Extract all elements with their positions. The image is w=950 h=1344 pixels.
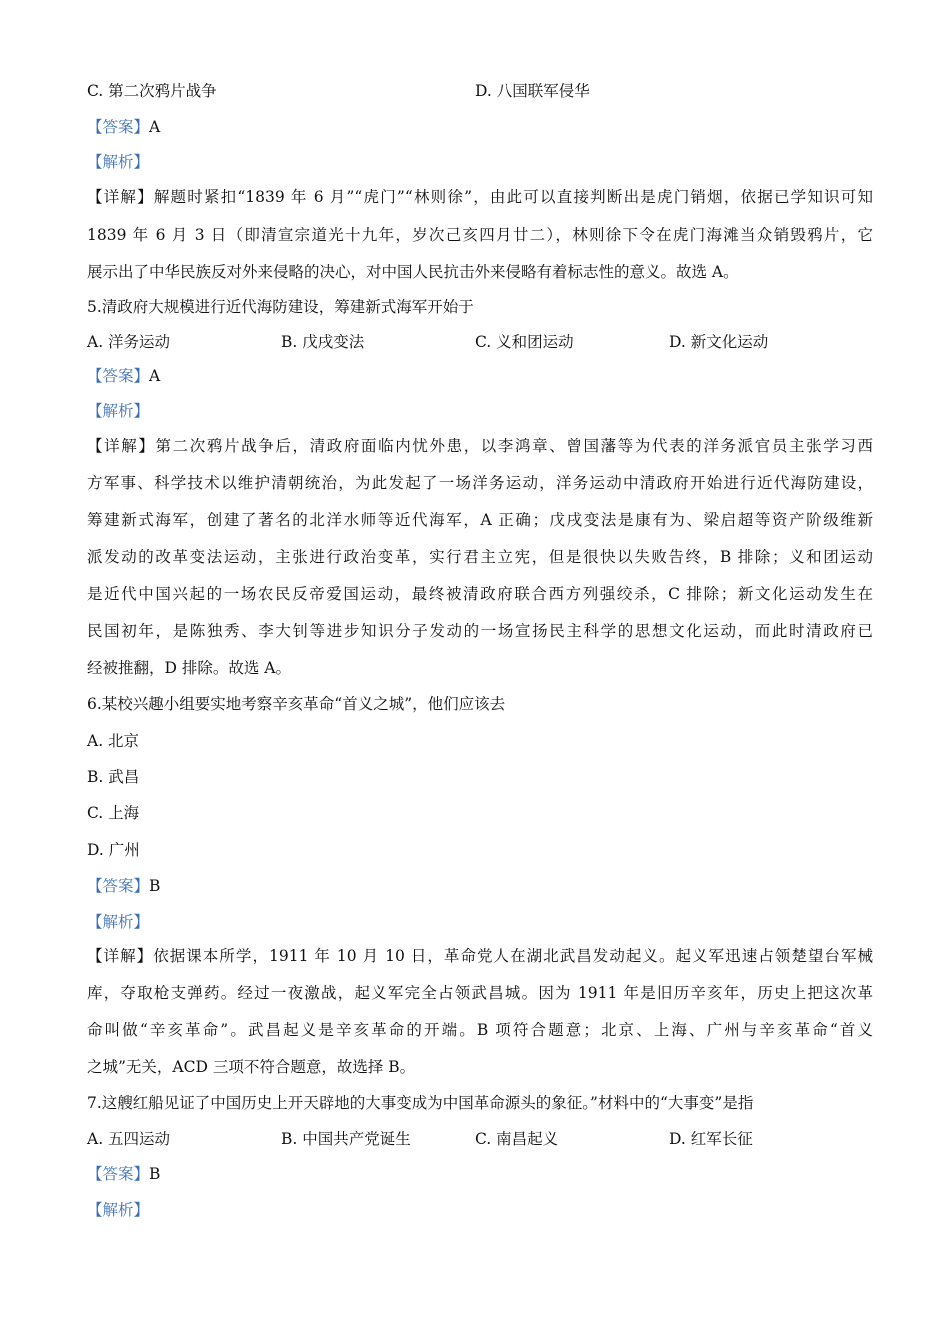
q5-option-a: A. 洋务运动 <box>87 333 171 351</box>
q5-detail-line-7: 经被推翻，D 排除。故选 A。 <box>87 659 291 677</box>
q6-analysis-tag: 【解析】 <box>87 913 150 931</box>
q5-question: 5.清政府大规模进行近代海防建设，筹建新式海军开始于 <box>87 298 474 316</box>
q6-detail-line-1 <box>87 945 873 967</box>
q4-answer-line <box>87 116 160 138</box>
q5-detail-line-3: 筹建新式海军，创建了著名的北洋水师等近代海军，A 正确；戊戌变法是康有为、梁启超等资产阶级维新 <box>87 511 873 529</box>
q7-analysis-tag: 【解析】 <box>87 1201 150 1219</box>
q6-option-a: A. 北京 <box>87 732 140 750</box>
q5-option-c: C. 义和团运动 <box>475 333 574 351</box>
q5-detail-line-4: 派发动的改革变法运动，主张进行政治变革，实行君主立宪，但是很快以失败告终，B 排除；义和团运动 <box>87 548 873 566</box>
q7-question: 7.这艘红船见证了中国历史上开天辟地的大事变成为中国革命源头的象征。”材料中的“大事变”是指 <box>87 1094 754 1112</box>
detail-tag: 【详解】 <box>87 437 156 455</box>
detail-text: 第二次鸦片战争后，清政府面临内忧外患，以李鸿章、曾国藩等为代表的洋务派官员主张学习西 <box>155 437 873 455</box>
q4-detail-line-3: 展示出了中华民族反对外来侵略的决心，对中国人民抗击外来侵略有着标志性的意义。故选 A。 <box>87 263 739 281</box>
answer-value: A <box>149 367 161 385</box>
q7-answer-line <box>87 1163 160 1185</box>
q6-option-b: B. 武昌 <box>87 768 140 786</box>
q7-option-a: A. 五四运动 <box>87 1130 171 1148</box>
q5-detail-line-6: 民国初年，是陈独秀、李大钊等进步知识分子发动的一场宣扬民主科学的思想文化运动，而此时清政府已 <box>87 622 873 640</box>
q5-detail-line-1 <box>87 435 873 457</box>
q6-detail-line-2: 库，夺取枪支弹药。经过一夜激战，起义军完全占领武昌城。因为 1911 年是旧历辛亥年，历史上把这次革 <box>87 984 873 1002</box>
q4-option-c: C. 第二次鸦片战争 <box>87 82 217 100</box>
q5-option-d: D. 新文化运动 <box>669 333 769 351</box>
answer-tag: 【答案】 <box>87 1165 150 1183</box>
q6-detail-line-4: 之城”无关，ACD 三项不符合题意，故选择 B。 <box>87 1058 416 1076</box>
q6-answer-line <box>87 875 160 897</box>
q6-option-d: D. 广州 <box>87 841 140 859</box>
q4-detail-line-1 <box>87 186 873 208</box>
q5-detail-line-5: 是近代中国兴起的一场农民反帝爱国运动，最终被清政府联合西方列强绞杀，C 排除；新文化运动发生在 <box>87 585 873 603</box>
q5-answer-line <box>87 365 160 387</box>
answer-value: A <box>149 118 161 136</box>
answer-tag: 【答案】 <box>87 877 150 895</box>
detail-tag: 【详解】 <box>87 947 154 965</box>
q5-analysis-tag: 【解析】 <box>87 402 150 420</box>
answer-value: B <box>149 877 161 895</box>
q6-question: 6.某校兴趣小组要实地考察辛亥革命“首义之城”，他们应该去 <box>87 695 506 713</box>
q7-option-c: C. 南昌起义 <box>475 1130 559 1148</box>
q4-option-d: D. 八国联军侵华 <box>475 82 590 100</box>
answer-tag: 【答案】 <box>87 118 150 136</box>
detail-text: 解题时紧扣“1839 年 6 月”“虎门”“林则徐”，由此可以直接判断出是虎门销烟，依据已学知识可知 <box>153 188 873 206</box>
q5-detail-line-2: 方军事、科学技术以维护清朝统治，为此发起了一场洋务运动，洋务运动中清政府开始进行近代海防建设， <box>87 474 873 492</box>
answer-tag: 【答案】 <box>87 367 150 385</box>
answer-value: B <box>149 1165 161 1183</box>
q4-analysis-tag: 【解析】 <box>87 153 150 171</box>
q7-option-b: B. 中国共产党诞生 <box>281 1130 411 1148</box>
q6-detail-line-3: 命叫做“辛亥革命”。武昌起义是辛亥革命的开端。B 项符合题意；北京、上海、广州与辛亥革命“首义 <box>87 1021 873 1039</box>
q4-detail-line-2: 1839 年 6 月 3 日（即清宣宗道光十九年，岁次己亥四月廿二），林则徐下令在虎门海滩当众销毁鸦片，它 <box>87 226 873 244</box>
q6-option-c: C. 上海 <box>87 804 140 822</box>
detail-text: 依据课本所学，1911 年 10 月 10 日，革命党人在湖北武昌发动起义。起义军迅速占领楚望台军械 <box>153 947 873 965</box>
detail-tag: 【详解】 <box>87 188 154 206</box>
q5-option-b: B. 戊戌变法 <box>281 333 365 351</box>
q7-option-d: D. 红军长征 <box>669 1130 753 1148</box>
